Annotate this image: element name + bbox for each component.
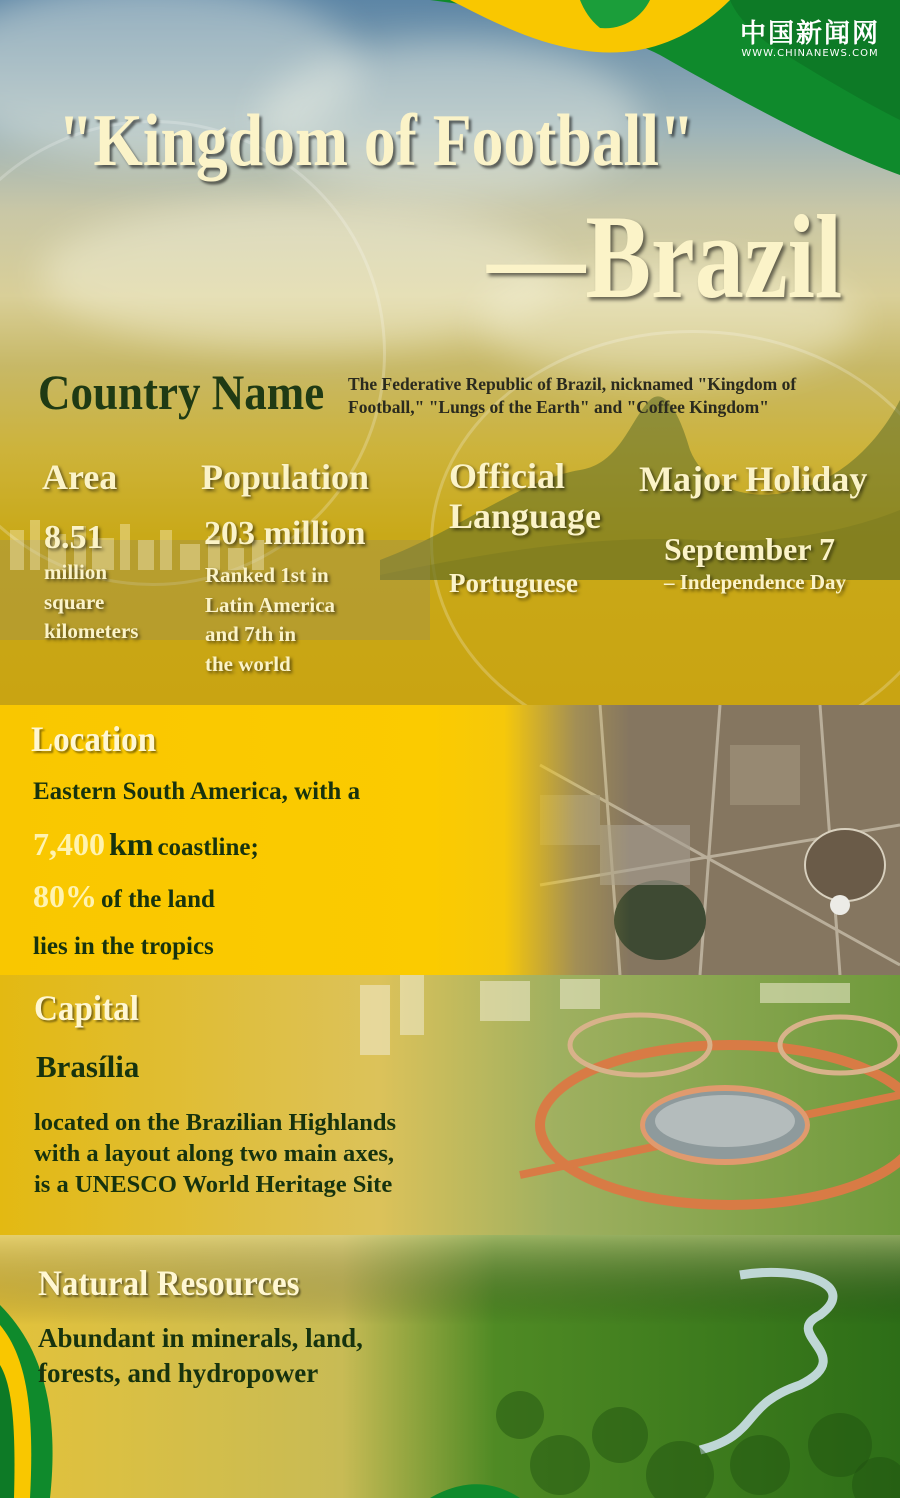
population-detail bbox=[205, 561, 335, 679]
holiday-detail: – Independence Day bbox=[664, 570, 847, 594]
holiday-heading: Major Holiday bbox=[639, 459, 868, 499]
capital-description-line: located on the Brazilian Highlands bbox=[34, 1109, 397, 1136]
natural-resources-description bbox=[38, 1321, 363, 1391]
land-percent: 80% bbox=[33, 878, 97, 914]
location-section bbox=[0, 705, 900, 975]
location-line-2 bbox=[33, 822, 259, 873]
capital-description bbox=[34, 1107, 396, 1200]
natural-resources-line: forests, and hydropower bbox=[38, 1358, 319, 1388]
language-heading-line-2: Language bbox=[449, 496, 602, 536]
country-name-text-line: Football," "Lungs of the Earth" and "Coffee Kingdom" bbox=[348, 397, 769, 417]
coastline-unit: km bbox=[109, 826, 154, 862]
natural-resources-heading: Natural Resources bbox=[38, 1263, 300, 1303]
area-detail-line: kilometers bbox=[44, 619, 139, 643]
hero-section bbox=[0, 0, 900, 705]
population-heading: Population bbox=[201, 457, 370, 497]
holiday-value: September 7 bbox=[664, 531, 835, 567]
population-detail-line: the world bbox=[205, 651, 291, 676]
area-heading: Area bbox=[42, 457, 118, 497]
language-value: Portuguese bbox=[449, 568, 578, 598]
title-line-1: "Kingdom of Football" bbox=[58, 100, 695, 182]
location-line-4: lies in the tropics bbox=[33, 933, 214, 960]
country-name-text bbox=[348, 373, 878, 419]
population-detail-line: and 7th in bbox=[205, 622, 297, 646]
capital-name: Brasília bbox=[36, 1049, 140, 1084]
natural-resources-line: Abundant in minerals, land, bbox=[38, 1323, 363, 1353]
location-heading: Location bbox=[31, 719, 157, 759]
chinanews-logo bbox=[740, 20, 880, 60]
coastline-number: 7,400 bbox=[33, 826, 105, 862]
language-heading-line-1: Official bbox=[449, 456, 565, 496]
coastline-text: coastline; bbox=[157, 834, 259, 861]
title-line-2: —Brazil bbox=[486, 190, 842, 323]
area-value: 8.51 bbox=[44, 519, 104, 556]
location-line-3 bbox=[33, 875, 215, 924]
capital-description-line: with a layout along two main axes, bbox=[34, 1140, 395, 1167]
area-detail-line: square bbox=[44, 589, 105, 614]
area-detail bbox=[44, 558, 138, 647]
logo-url-text: WWW.CHINANEWS.COM bbox=[741, 48, 879, 59]
population-detail-line: Latin America bbox=[205, 592, 336, 617]
land-text: of the land bbox=[101, 886, 215, 913]
population-detail-line: Ranked 1st in bbox=[205, 563, 329, 587]
capital-heading: Capital bbox=[34, 988, 139, 1028]
country-name-text-line: The Federative Republic of Brazil, nicknamed "Kingdom of bbox=[348, 374, 797, 394]
population-value: 203 million bbox=[204, 515, 366, 552]
logo-chinese-text: 中国新闻网 bbox=[739, 19, 880, 49]
country-name-heading: Country Name bbox=[38, 364, 325, 420]
area-detail-line: million bbox=[44, 560, 108, 584]
capital-description-line: is a UNESCO World Heritage Site bbox=[34, 1171, 393, 1198]
location-line-1: Eastern South America, with a bbox=[33, 778, 361, 805]
